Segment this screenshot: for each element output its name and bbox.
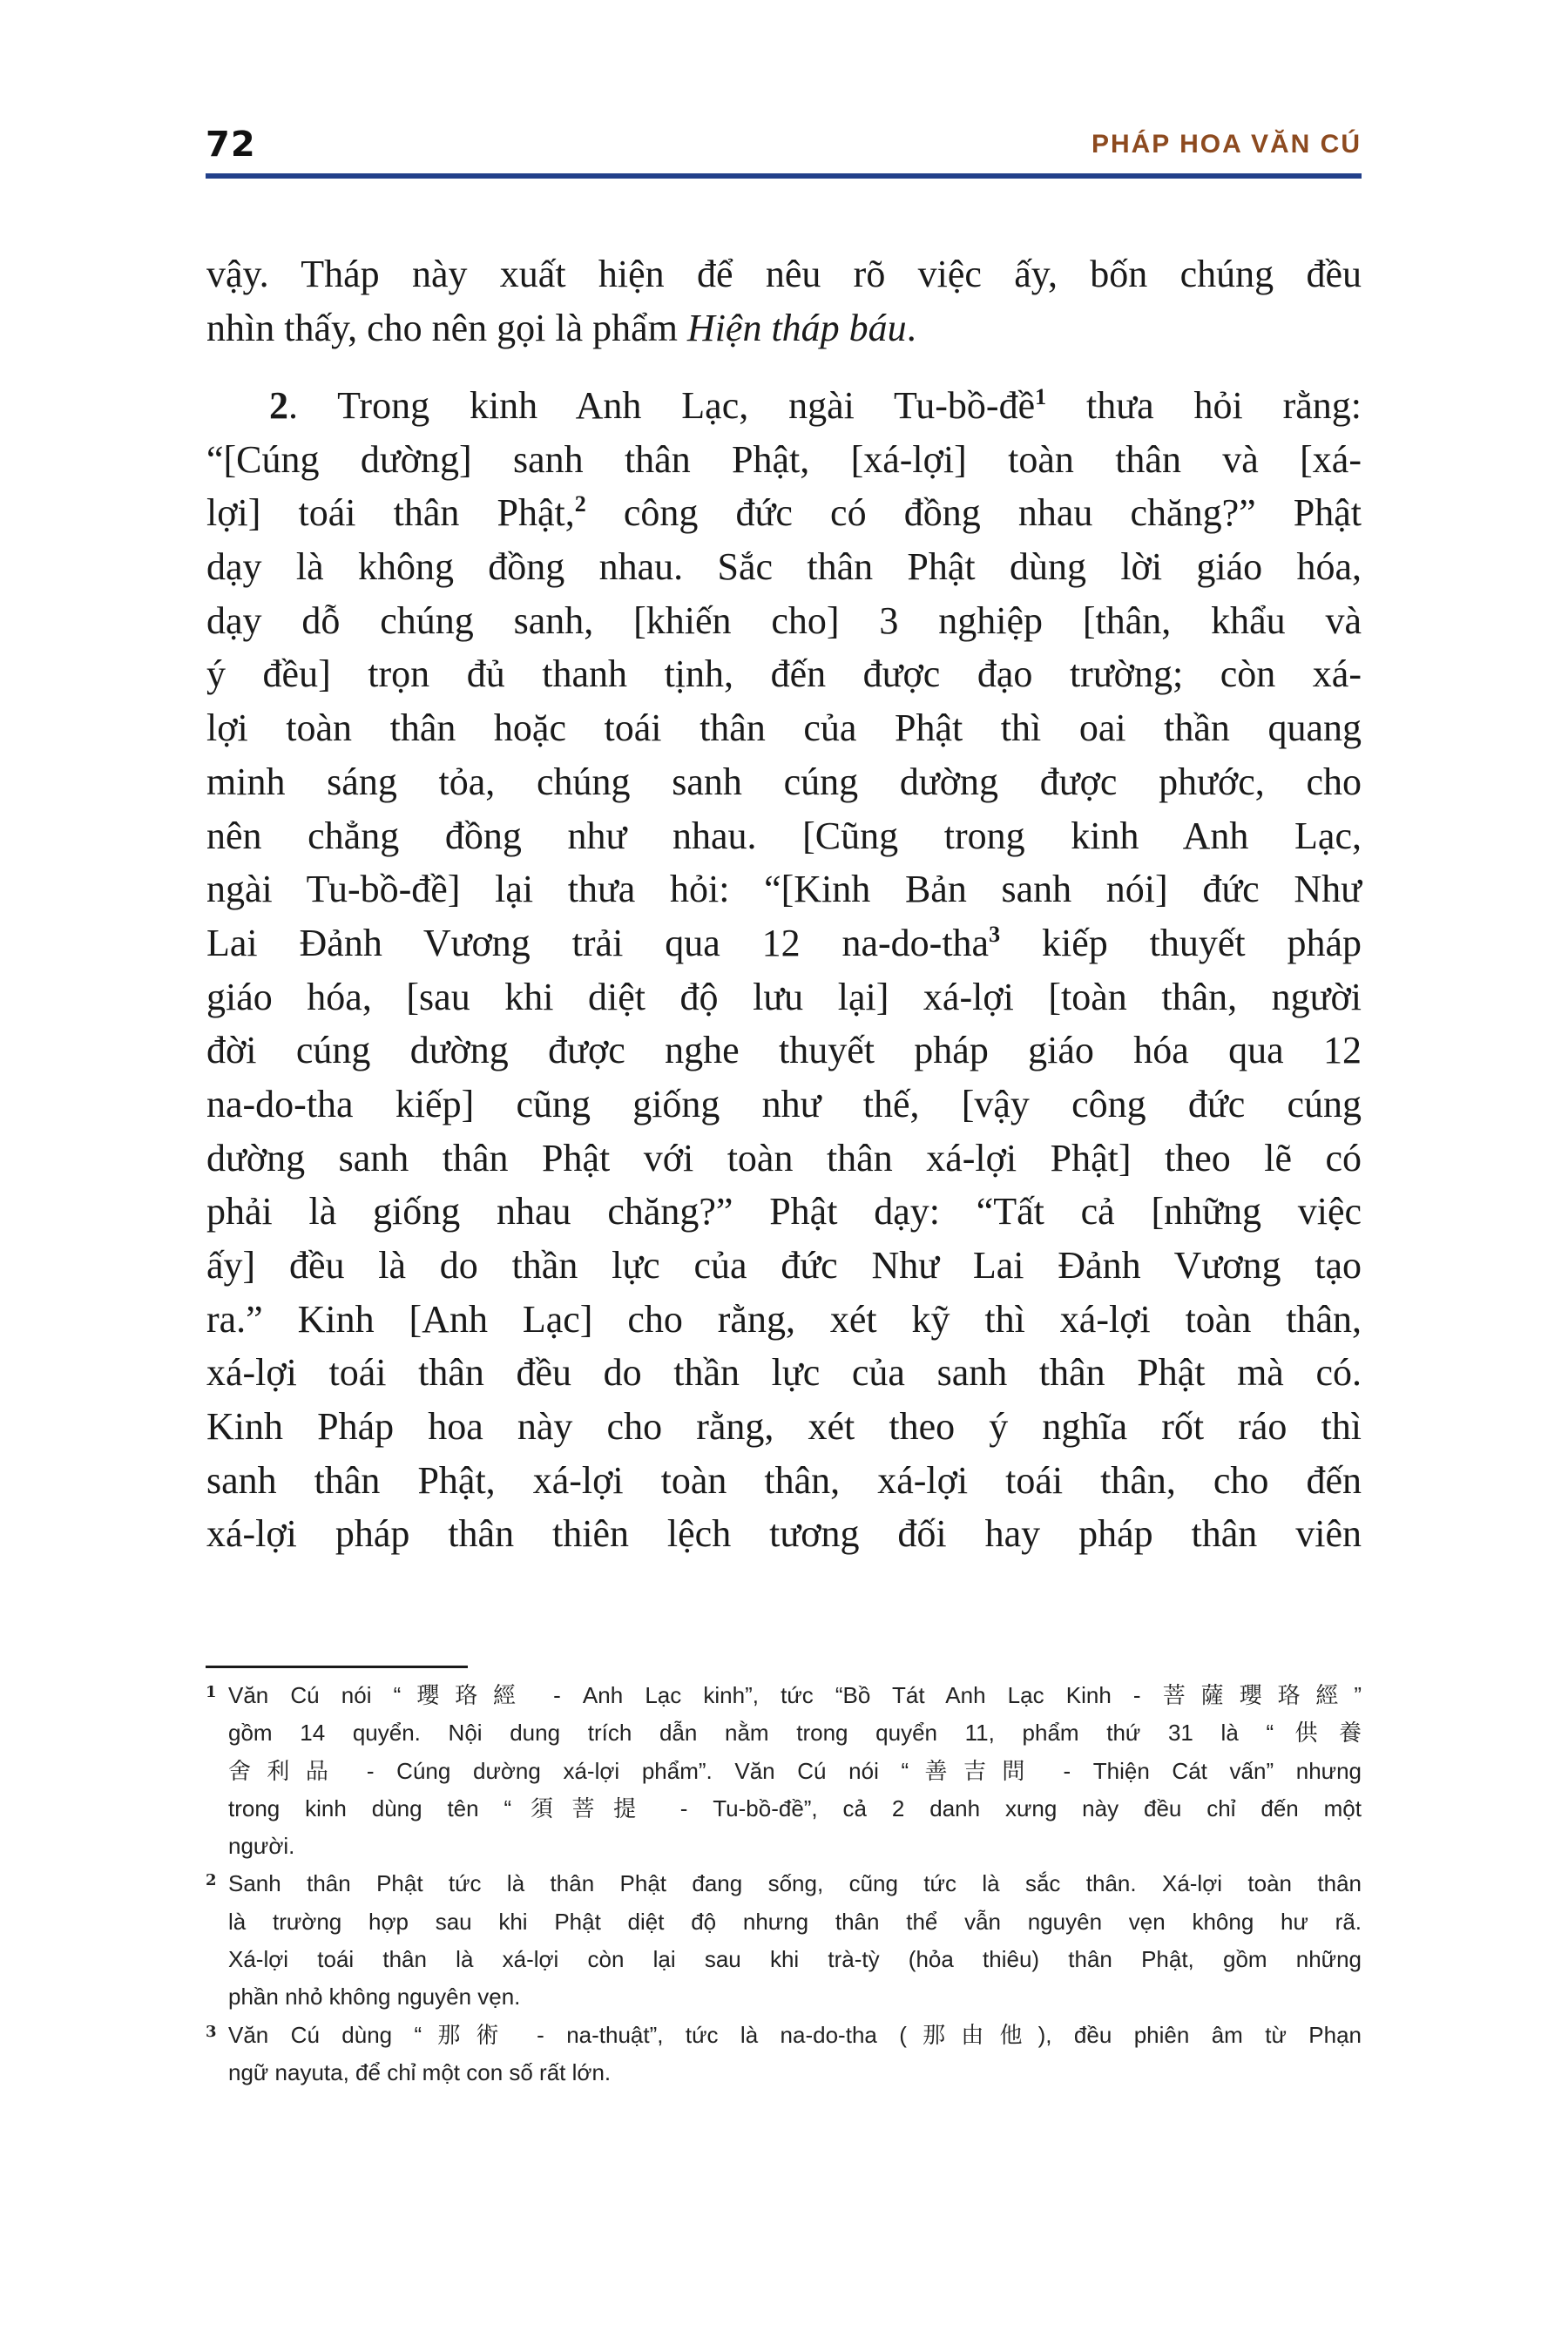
text-line: xá-lợi pháp thân thiên lệch tương đối hay pháp thân viên [206,1512,1362,1556]
footnote-1 [206,1677,1362,1865]
footnote-text: Văn Cú nói “瓔珞經 - Anh Lạc kinh”, tức “Bồ Tát Anh Lạc Kinh - 菩薩瓔珞經” [228,1682,1362,1708]
text-line: Kinh Pháp hoa này cho rằng, xét theo ý nghĩa rốt ráo thì [206,1405,1362,1449]
footnote-line: Xá-lợi toái thân là xá-lợi còn lại sau khi trà-tỳ (hỏa thiêu) thân Phật, gồm những [228,1946,1362,1973]
footnote-line [206,1865,1362,1903]
footnote-ref-3[interactable]: 3 [989,921,1001,947]
text-line: phải là giống nhau chăng?” Phật dạy: “Tất cả [những việc [206,1190,1362,1233]
running-title: PHÁP HOA VĂN CÚ [1091,130,1362,159]
chapter-title-italic: Hiện tháp báu [686,306,907,349]
paragraph-1 [206,247,1362,355]
footnote-line: người. [228,1833,295,1860]
text-line: “[Cúng dường] sanh thân Phật, [xá-lợi] toàn thân và [xá- [206,437,1362,481]
page-number: 72 [206,125,256,165]
text-run: thưa hỏi rằng: [1046,384,1362,427]
text-run: . Trong kinh Anh Lạc, ngài Tu-bồ-đề [288,384,1036,427]
text-line: ra.” Kinh [Anh Lạc] cho rằng, xét kỹ thì xá-lợi toàn thân, [206,1297,1362,1341]
footnotes [206,1677,1362,2092]
text-run: kiếp thuyết pháp [1000,921,1362,964]
text-line: xá-lợi toái thân đều do thần lực của sanh thân Phật mà có. [206,1351,1362,1395]
text-line [206,301,1362,355]
paragraph-number: 2 [269,384,288,427]
paragraph-2 [206,379,1362,1561]
footnote-line [206,1677,1362,1714]
footnote-ref-2[interactable]: 2 [574,491,586,517]
text-line: ý đều] trọn đủ thanh tịnh, đến được đạo trường; còn xá- [206,652,1362,696]
text-line: ấy] đều là do thần lực của đức Như Lai Đảnh Vương tạo [206,1244,1362,1287]
footnote-2 [206,1865,1362,2016]
text-line: vậy. Tháp này xuất hiện để nêu rõ việc ấy, bốn chúng đều [206,253,1362,295]
text-line: đời cúng dường được nghe thuyết pháp giáo hóa qua 12 [206,1029,1362,1072]
footnote-number: 2 [206,1871,217,1890]
text-run: nhìn thấy, cho nên gọi là phẩm [206,306,687,349]
footnote-line: ngữ nayuta, để chỉ một con số rất lớn. [228,2058,612,2085]
footnote-line: trong kinh dùng tên “須菩提 - Tu-bồ-đề”, cả 2 danh xưng này đều chỉ đến một [228,1794,1362,1821]
footnote-text: Sanh thân Phật tức là thân Phật đang sống, cũng tức là sắc thân. Xá-lợi toàn thân [228,1870,1362,1897]
header-rule [206,173,1362,179]
text-run: Lai Đảnh Vương trải qua 12 na-do-tha [206,921,990,964]
text-run: công đức có đồng nhau chăng?” Phật [585,491,1362,535]
text-line: dạy dỗ chúng sanh, [khiến cho] 3 nghiệp [thân, khẩu và [206,598,1362,642]
text-line: dường sanh thân Phật với toàn thân xá-lợi Phật] theo lẽ có [206,1136,1362,1179]
text-line: sanh thân Phật, xá-lợi toàn thân, xá-lợi toái thân, cho đến [206,1458,1362,1502]
text-line [206,379,1362,433]
footnote-separator [206,1666,468,1668]
text-line [206,916,1362,970]
footnote-line [206,2017,1362,2054]
footnote-text: Văn Cú dùng “那術 - na-thuật”, tức là na-do-tha (那由他), đều phiên âm từ Phạn [228,2021,1362,2048]
footnote-3 [206,2017,1362,2092]
text-line [206,486,1362,540]
footnote-line: phần nhỏ không nguyên vẹn. [228,1984,521,2011]
text-line: minh sáng tỏa, chúng sanh cúng dường được phước, cho [206,760,1362,803]
footnote-ref-1[interactable]: 1 [1035,384,1047,409]
footnote-line: gồm 14 quyển. Nội dung trích dẫn nằm trong quyển 11, phẩm thứ 31 là “供養 [228,1720,1362,1747]
footnote-line: là trường hợp sau khi Phật diệt độ nhưng thân thể vẫn nguyên vẹn không hư rã. [228,1908,1362,1935]
text-line: giáo hóa, [sau khi diệt độ lưu lại] xá-lợi [toàn thân, người [206,975,1362,1018]
text-line: lợi toàn thân hoặc toái thân của Phật thì oai thần quang [206,706,1362,750]
text-line: dạy là không đồng nhau. Sắc thân Phật dùng lời giáo hóa, [206,545,1362,589]
text-line: na-do-tha kiếp] cũng giống như thế, [vậy công đức cúng [206,1082,1362,1125]
text-line: nên chẳng đồng như nhau. [Cũng trong kinh Anh Lạc, [206,814,1362,857]
text-run: . [906,306,916,349]
text-line: ngài Tu-bồ-đề] lại thưa hỏi: “[Kinh Bản sanh nói] đức Như [206,868,1362,911]
footnote-number: 3 [206,2022,217,2041]
text-run: lợi] toái thân Phật, [206,491,575,535]
footnote-number: 1 [206,1683,217,1701]
footnote-line: 舍利品 - Cúng dường xá-lợi phẩm”. Văn Cú nói “善吉問 - Thiện Cát vấn” nhưng [228,1757,1362,1784]
